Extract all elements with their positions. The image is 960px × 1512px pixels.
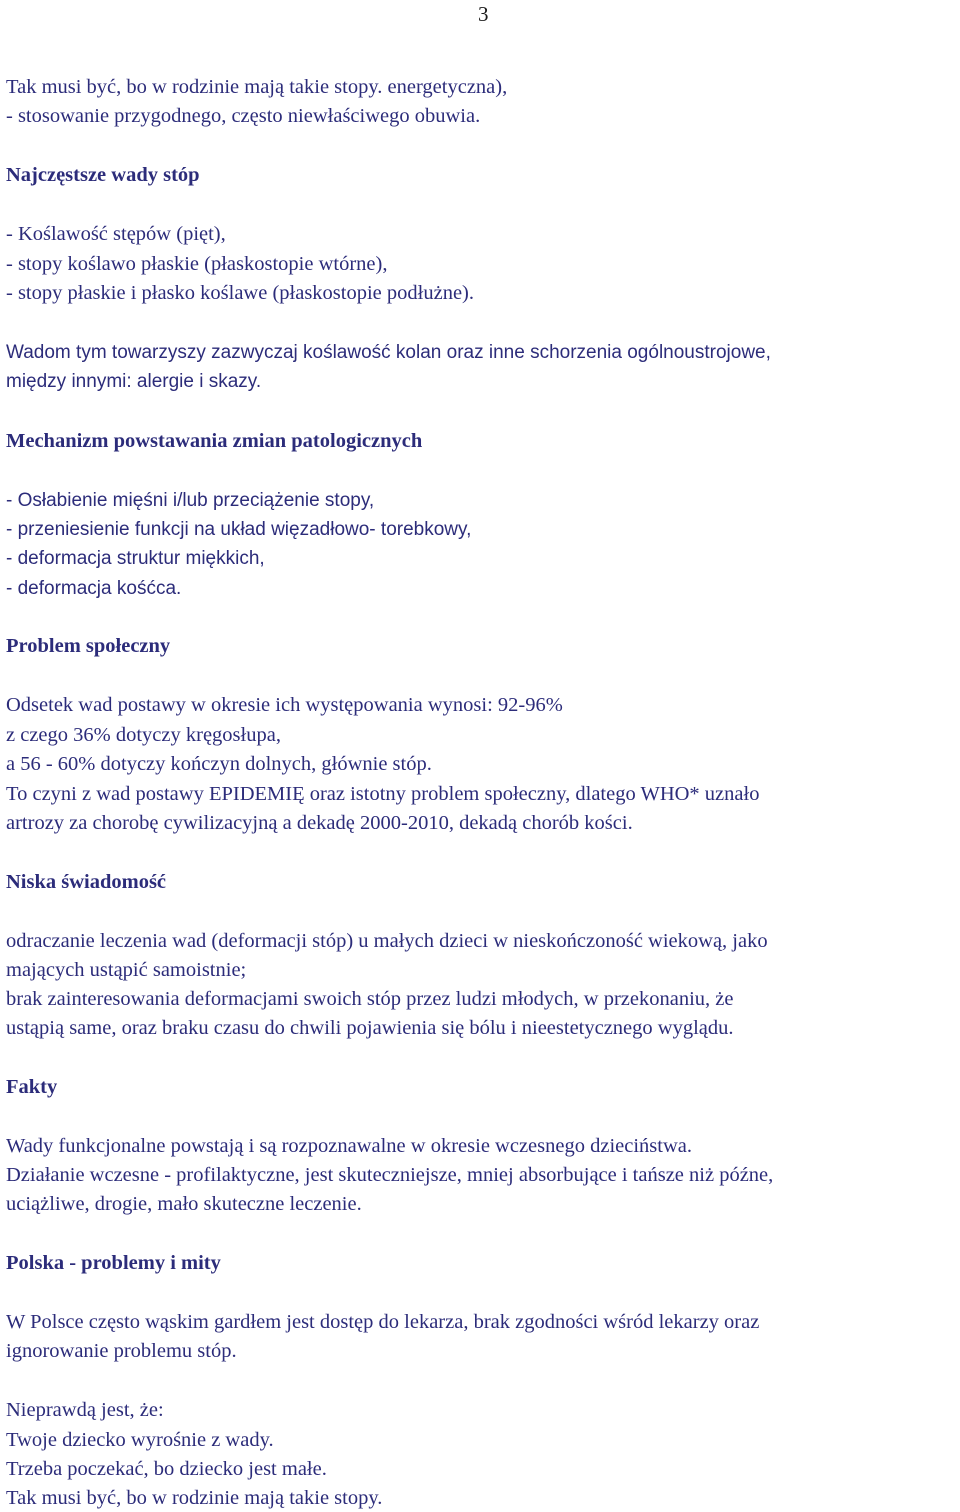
myth-line: Tak musi być, bo w rodzinie mają takie stopy. bbox=[6, 1487, 383, 1509]
myth-line: Twoje dziecko wyrośnie z wady. bbox=[6, 1429, 274, 1451]
paragraph-line: z czego 36% dotyczy kręgosłupa, bbox=[6, 724, 281, 746]
intro-line: - stosowanie przygodnego, często niewłaściwego obuwia. bbox=[6, 105, 481, 127]
heading-problem: Problem społeczny bbox=[6, 635, 171, 657]
paragraph-line: Działanie wczesne - profilaktyczne, jest skuteczniejsze, mniej absorbujące i tańsze niż późne, bbox=[6, 1164, 774, 1186]
list-item: - Koślawość stępów (pięt), bbox=[6, 223, 226, 245]
paragraph-line: brak zainteresowania deformacjami swoich stóp przez ludzi młodych, w przekonaniu, że bbox=[6, 988, 734, 1010]
list-item: - deformacja struktur miękkich, bbox=[6, 548, 265, 569]
heading-wady: Najczęstsze wady stóp bbox=[6, 164, 200, 186]
intro-line: Tak musi być, bo w rodzinie mają takie stopy. energetyczna), bbox=[6, 76, 508, 98]
paragraph-line: Wadom tym towarzyszy zazwyczaj koślawość kolan oraz inne schorzenia ogólnoustrojowe, bbox=[6, 342, 771, 363]
paragraph-line: uciążliwe, drogie, mało skuteczne leczenie. bbox=[6, 1193, 362, 1215]
paragraph-line: Odsetek wad postawy w okresie ich występowania wynosi: 92-96% bbox=[6, 694, 563, 716]
list-item: - przeniesienie funkcji na układ więzadłowo- torebkowy, bbox=[6, 519, 472, 540]
paragraph-line: artrozy za chorobę cywilizacyjną a dekadę 2000-2010, dekadą chorób kości. bbox=[6, 812, 633, 834]
paragraph-line: między innymi: alergie i skazy. bbox=[6, 371, 262, 392]
paragraph-line: To czyni z wad postawy EPIDEMIĘ oraz istotny problem społeczny, dlatego WHO* uznało bbox=[6, 783, 760, 805]
paragraph-line: ustąpią same, oraz braku czasu do chwili pojawienia się bólu i nieestetycznego wyglądu. bbox=[6, 1017, 734, 1039]
page-number: 3 bbox=[478, 2, 489, 26]
paragraph-line: a 56 - 60% dotyczy kończyn dolnych, głównie stóp. bbox=[6, 753, 432, 775]
heading-polska: Polska - problemy i mity bbox=[6, 1252, 221, 1274]
heading-mechanizm: Mechanizm powstawania zmian patologicznych bbox=[6, 430, 423, 452]
myth-line: Trzeba poczekać, bo dziecko jest małe. bbox=[6, 1458, 327, 1480]
list-item: - deformacja kośćca. bbox=[6, 578, 182, 599]
list-item: - stopy koślawo płaskie (płaskostopie wtórne), bbox=[6, 253, 388, 275]
paragraph-line: Wady funkcjonalne powstają i są rozpoznawalne w okresie wczesnego dzieciństwa. bbox=[6, 1135, 692, 1157]
paragraph-line: odraczanie leczenia wad (deformacji stóp) u małych dzieci w nieskończoność wiekową, jako bbox=[6, 930, 768, 952]
paragraph-line: ignorowanie problemu stóp. bbox=[6, 1340, 237, 1362]
heading-swiadomosc: Niska świadomość bbox=[6, 871, 167, 893]
heading-fakty: Fakty bbox=[6, 1076, 58, 1098]
list-item: - Osłabienie mięśni i/lub przeciążenie stopy, bbox=[6, 490, 375, 511]
paragraph-line: mających ustąpić samoistnie; bbox=[6, 959, 247, 981]
paragraph-line: W Polsce często wąskim gardłem jest dostęp do lekarza, brak zgodności wśród lekarzy oraz bbox=[6, 1311, 760, 1333]
myth-line: Nieprawdą jest, że: bbox=[6, 1399, 164, 1421]
list-item: - stopy płaskie i płasko koślawe (płaskostopie podłużne). bbox=[6, 282, 474, 304]
